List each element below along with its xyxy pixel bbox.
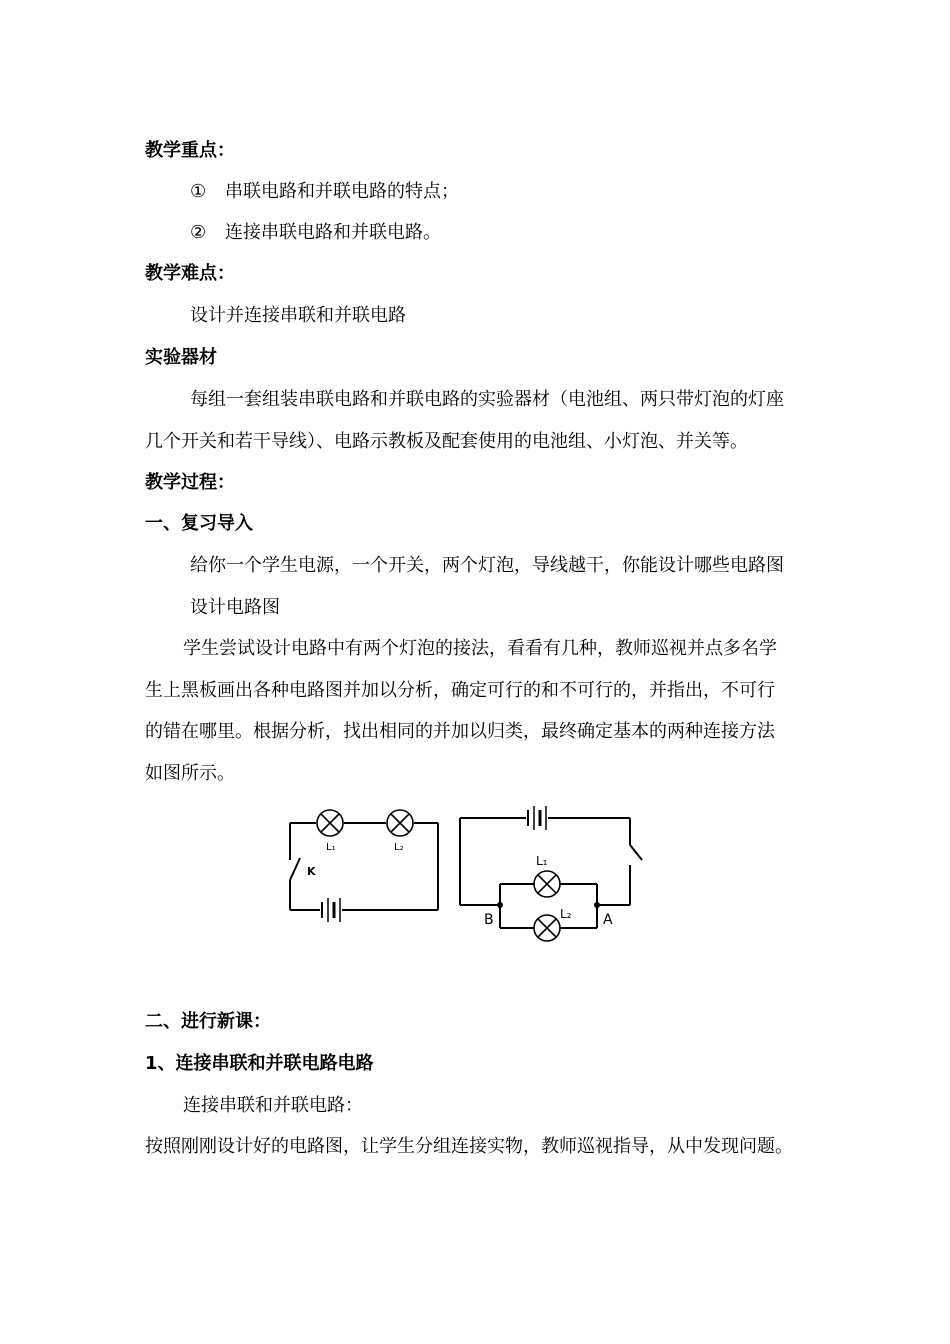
- battery-parallel: [528, 806, 546, 830]
- section2-subtitle: 1、连接串联和并联电路电路: [145, 1053, 374, 1074]
- equipment-line-2: 几个开关和若干导线）、电路示教板及配套使用的电池组、小灯泡、并关等。: [145, 431, 748, 452]
- difficulty-text: 设计并连接串联和并联电路: [190, 305, 406, 326]
- lamp-l2-parallel: [534, 915, 560, 941]
- label-node-a: A: [603, 912, 613, 928]
- section1-line-2: 设计电路图: [190, 597, 280, 618]
- label-l1-parallel: L₁: [536, 854, 548, 868]
- key-point-marker-1: ①: [190, 181, 207, 202]
- label-l1-series: L₁: [326, 842, 336, 853]
- key-point-text-1: 串联电路和并联电路的特点；: [225, 181, 459, 202]
- equipment-line-1: 每组一套组装串联电路和并联电路的实验器材（电池组、两只带灯泡的灯座: [190, 389, 784, 410]
- heading-key-points: 教学重点：: [145, 140, 235, 161]
- label-l2-parallel: L₂: [560, 907, 572, 921]
- label-node-b: B: [484, 912, 494, 928]
- key-point-text-2: 连接串联电路和并联电路。: [225, 222, 441, 243]
- key-point-marker-2: ②: [190, 222, 207, 243]
- lamp-l2-series: [387, 810, 413, 836]
- paragraph-line-4: 如图所示。: [145, 763, 235, 784]
- lamp-l1-parallel: [534, 871, 560, 897]
- series-circuit-diagram: [280, 800, 450, 930]
- heading-process: 教学过程：: [145, 472, 235, 493]
- label-k-series: K: [307, 865, 316, 878]
- lamp-l1-series: [317, 810, 343, 836]
- section1-line-1: 给你一个学生电源，一个开关，两个灯泡，导线越干，你能设计哪些电路图: [190, 555, 784, 576]
- paragraph-line-2: 生上黑板画出各种电路图并加以分析，确定可行的和不可行的，并指出，不可行: [145, 680, 775, 701]
- battery-series: [322, 898, 340, 922]
- paragraph-line-1: 学生尝试设计电路中有两个灯泡的接法，看看有几种，教师巡视并点多名学: [183, 638, 777, 659]
- section2-line-2: 按照刚刚设计好的电路图，让学生分组连接实物，教师巡视指导，从中发现问题。: [145, 1136, 793, 1157]
- parallel-circuit-diagram: [450, 800, 650, 950]
- heading-equipment: 实验器材: [145, 347, 217, 368]
- paragraph-line-3: 的错在哪里。根据分析，找出相同的并加以归类，最终确定基本的两种连接方法: [145, 721, 775, 742]
- section1-title: 一、复习导入: [145, 513, 253, 534]
- section2-line-1: 连接串联和并联电路：: [183, 1095, 363, 1116]
- heading-difficulty: 教学难点：: [145, 263, 235, 284]
- label-l2-series: L₂: [394, 842, 404, 853]
- section2-title: 二、进行新课：: [145, 1011, 271, 1032]
